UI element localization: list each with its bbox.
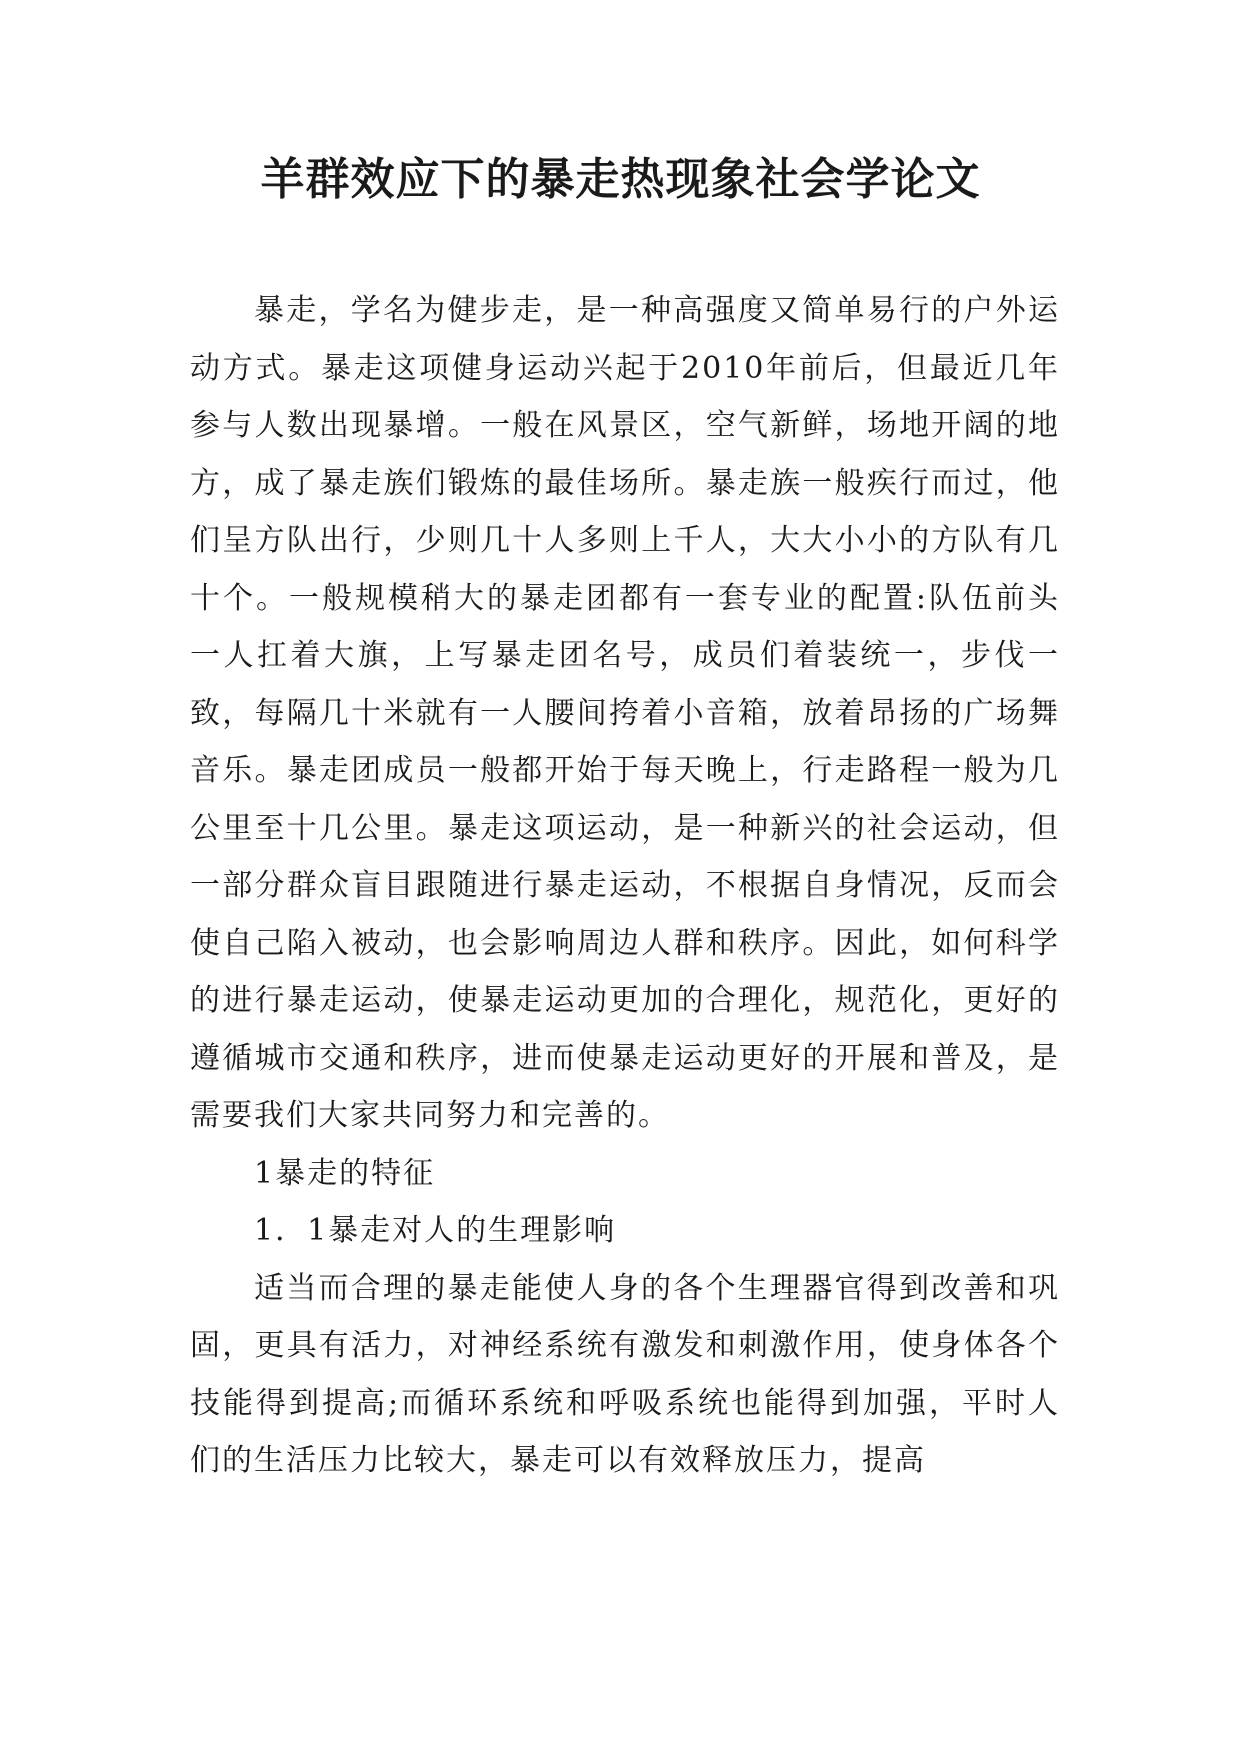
document-body [190, 282, 1060, 1490]
subsection-heading: 1．1暴走对人的生理影响 [254, 1213, 617, 1248]
section-heading: 1暴走的特征 [254, 1155, 436, 1191]
body-paragraph: 适当而合理的暴走能使人身的各个生理器官得到改善和巩固，更具有活力，对神经系统有激发和刺激作用，使身体各个技能得到提高;而循环系统和呼吸系统也能得到加强，平时人们的生活压力比较大，暴走可以有效释放压力，提高 [190, 1270, 1060, 1478]
document-title: 羊群效应下的暴走热现象社会学论文 [260, 154, 981, 205]
intro-paragraph: 暴走，学名为健步走，是一种高强度又简单易行的户外运动方式。暴走这项健身运动兴起于2010年前后，但最近几年参与人数出现暴增。一般在风景区，空气新鲜，场地开阔的地方，成了暴走族们锻炼的最佳场所。暴走族一般疾行而过，他们呈方队出行，少则几十人多则上千人，大大小小的方队有几十个。一般规模稍大的暴走团都有一套专业的配置:队伍前头一人扛着大旗，上写暴走团名号，成员们着装统一，步伐一致，每隔几十米就有一人腰间挎着小音箱，放着昂扬的广场舞音乐。暴走团成员一般都开始于每天晚上，行走路程一般为几公里至十几公里。暴走这项运动，是一种新兴的社会运动，但一部分群众盲目跟随进行暴走运动，不根据自身情况，反而会使自己陷入被动，也会影响周边人群和秩序。因此，如何科学的进行暴走运动，使暴走运动更加的合理化，规范化，更好的遵循城市交通和秩序，进而使暴走运动更好的开展和普及，是需要我们大家共同努力和完善的。 [190, 293, 1060, 1133]
